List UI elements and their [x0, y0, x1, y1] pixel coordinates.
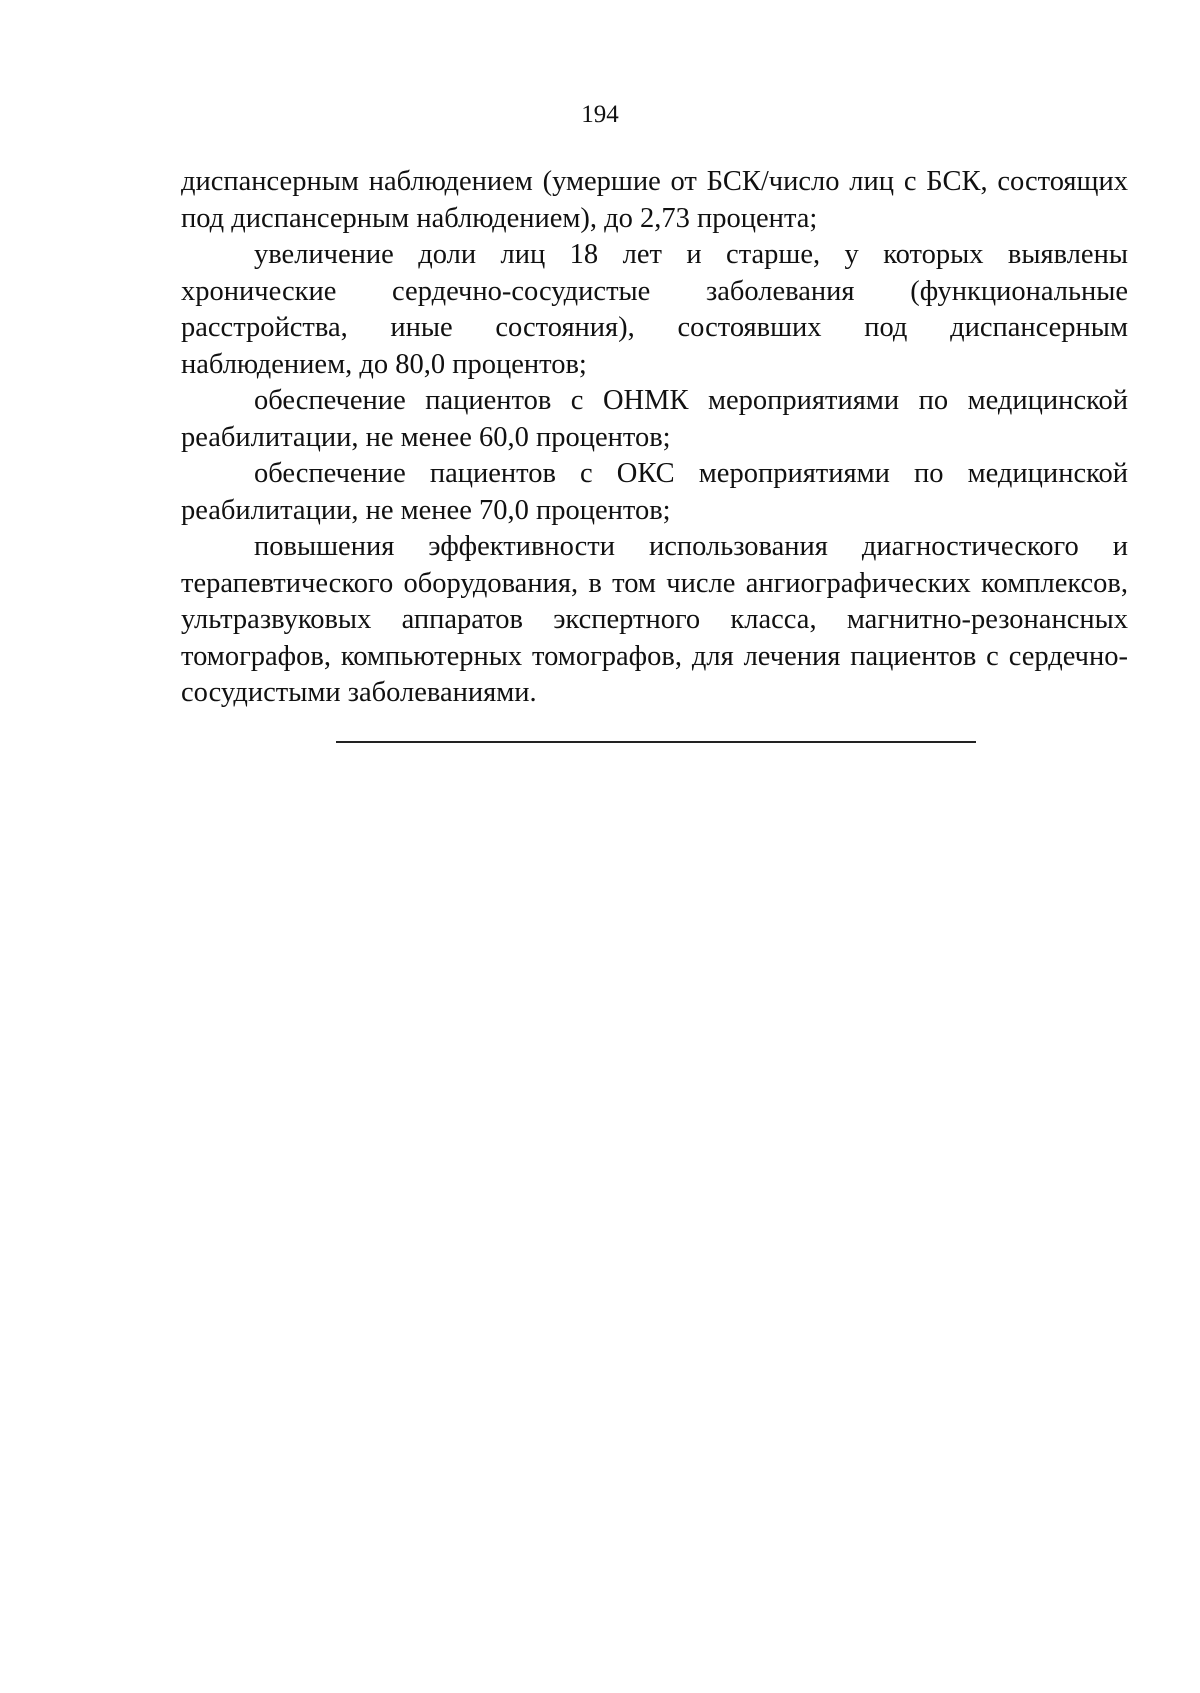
paragraph-continuation: диспансерным наблюдением (умершие от БСК/число лиц с БСК, состоящих под диспансерным наблюдением), до 2,73 процента;: [181, 166, 1128, 234]
paragraph-chronic-cvd-share: увеличение доли лиц 18 лет и старше, у которых выявлены хронические сердечно-сосудистые заболевания (функциональные расстройства, иные состояния), состоявших под диспансерным наблюдением, до 80,0 процентов;: [181, 239, 1128, 380]
document-body: [181, 164, 1128, 712]
paragraph-equipment-efficiency: повышения эффективности использования диагностического и терапевтического оборудования, в том числе ангиографических комплексов, ультразвуковых аппаратов экспертного класса, магнитно-резонансных томографов, компьютерных томографов, для лечения пациентов с сердечно-сосудистыми заболеваниями.: [181, 531, 1128, 708]
closing-rule: [336, 741, 976, 743]
paragraph-oks-rehabilitation: обеспечение пациентов с ОКС мероприятиями по медицинской реабилитации, не менее 70,0 процентов;: [181, 458, 1128, 526]
paragraph-onmk-rehabilitation: обеспечение пациентов с ОНМК мероприятиями по медицинской реабилитации, не менее 60,0 процентов;: [181, 385, 1128, 453]
page-number: 194: [581, 101, 619, 128]
